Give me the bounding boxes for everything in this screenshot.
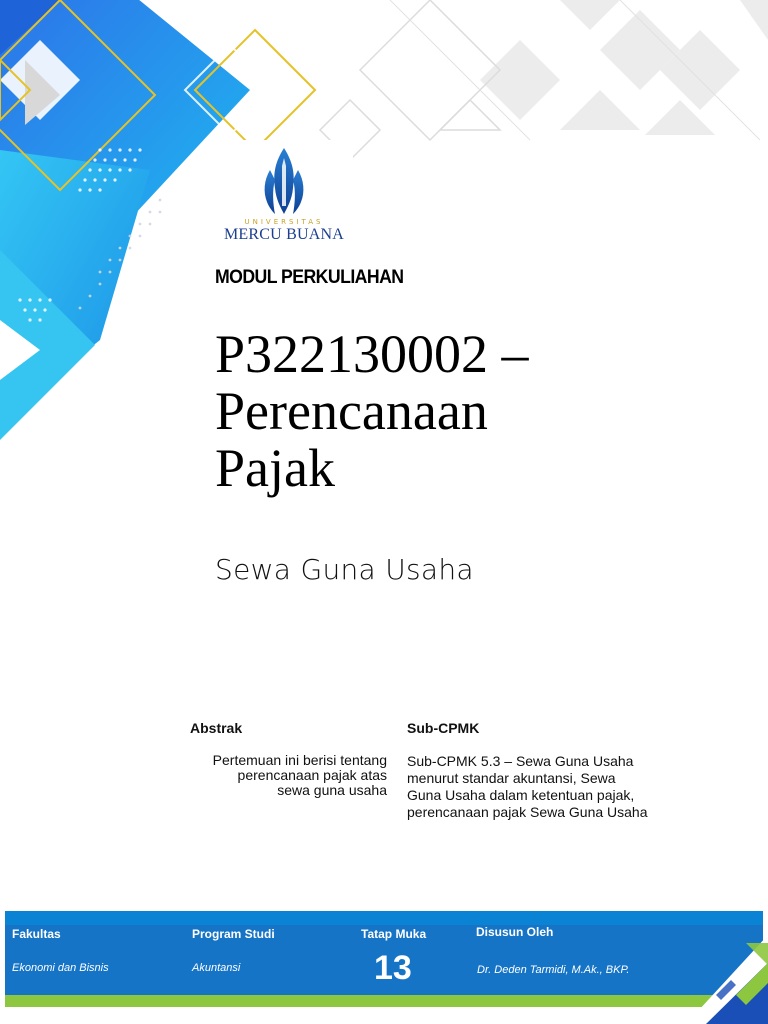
sub-cpmk-body bbox=[407, 753, 697, 821]
page-subtitle: Sewa Guna Usaha bbox=[215, 553, 474, 586]
sub-cpmk-heading: Sub-CPMK bbox=[407, 720, 480, 736]
title-line: Pajak bbox=[215, 438, 335, 498]
flame-logo-icon bbox=[215, 140, 353, 218]
corner-decoration bbox=[686, 935, 768, 1024]
logo-university-name: MERCU BUANA bbox=[224, 226, 344, 243]
module-label: MODUL PERKULIAHAN bbox=[215, 267, 404, 288]
logo-small-text: UNIVERSITAS bbox=[244, 218, 324, 226]
university-logo bbox=[215, 140, 353, 250]
abstract-line: sewa guna usaha bbox=[277, 782, 387, 798]
faculty-label: Fakultas bbox=[12, 927, 61, 941]
author-value: Dr. Deden Tarmidi, M.Ak., BKP. bbox=[477, 964, 630, 976]
abstract-line: perencanaan pajak atas bbox=[237, 767, 387, 783]
meeting-label: Tatap Muka bbox=[361, 927, 427, 941]
sub-cpmk-line: Sub-CPMK 5.3 – Sewa Guna Usaha bbox=[407, 753, 634, 769]
author-label: Disusun Oleh bbox=[476, 925, 554, 939]
program-label: Program Studi bbox=[192, 927, 275, 941]
program-value: Akuntansi bbox=[192, 962, 241, 974]
footer-top-stripe bbox=[5, 911, 763, 925]
sub-cpmk-line: perencanaan pajak Sewa Guna Usaha bbox=[407, 804, 648, 820]
abstract-heading: Abstrak bbox=[190, 720, 243, 736]
footer-green-stripe bbox=[5, 995, 763, 1007]
abstract-line: Pertemuan ini berisi tentang bbox=[212, 752, 387, 768]
title-line: Perencanaan bbox=[215, 381, 488, 441]
meeting-number: 13 bbox=[374, 949, 412, 987]
abstract-body bbox=[180, 753, 387, 798]
faculty-value: Ekonomi dan Bisnis bbox=[12, 962, 109, 974]
sub-cpmk-line: Guna Usaha dalam ketentuan pajak, bbox=[407, 787, 635, 803]
footer-info-band bbox=[5, 911, 763, 1007]
title-line: P322130002 – bbox=[215, 324, 529, 384]
page-title bbox=[215, 326, 735, 497]
sub-cpmk-line: menurut standar akuntansi, Sewa bbox=[407, 770, 616, 786]
